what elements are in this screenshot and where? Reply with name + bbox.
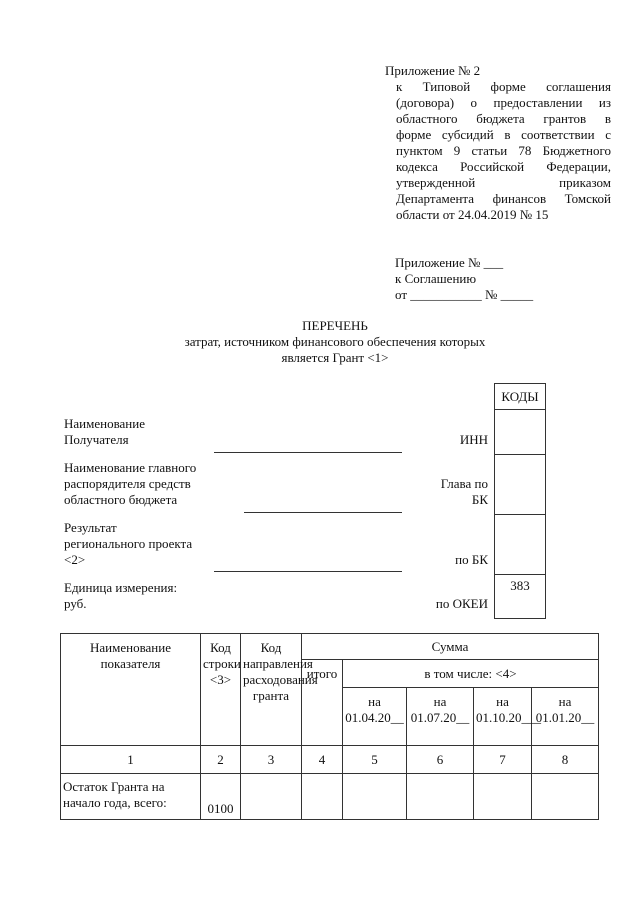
po-bk-label: по БК [455, 552, 488, 567]
gras-label [64, 460, 224, 508]
agreement-appendix [395, 255, 611, 303]
inn-label: ИНН [459, 432, 488, 447]
codes-cell-bk [495, 514, 545, 575]
expenses-table [60, 633, 599, 820]
unit-label-line: Единица измерения: [64, 580, 178, 595]
recipient-label-line: Получателя [64, 432, 129, 447]
appendix-line: форме субсидий в соответствии с [396, 127, 611, 142]
row-cell [241, 774, 302, 820]
appendix-line: Департамента финансов Томской [396, 191, 611, 206]
table-row [61, 774, 599, 820]
glava-label [420, 476, 488, 508]
agreement-appendix-ref: к Соглашению [395, 271, 477, 286]
appendix-title: Приложение № 2 [385, 63, 481, 78]
title-heading: ПЕРЕЧЕНЬ [302, 318, 368, 333]
project-label-line: Результат [64, 520, 117, 535]
column-number: 3 [241, 746, 302, 774]
row-name: Остаток Гранта на начало года, всего: [61, 774, 201, 820]
header-name: Наименование показателя [61, 634, 201, 746]
gras-label-line: распорядителя средств [64, 476, 191, 491]
column-number: 8 [532, 746, 599, 774]
header-date-q1: на 01.04.20__ [343, 688, 407, 746]
header-code: Код строки <3> [201, 634, 241, 746]
appendix-line: пунктом 9 статьи 78 Бюджетного [396, 143, 611, 158]
header-date-q3: на 01.10.20___ [474, 688, 532, 746]
header-date-q4: на 01.01.20__ [532, 688, 599, 746]
row-cell [532, 774, 599, 820]
codes-box [494, 383, 546, 619]
unit-label [64, 580, 224, 612]
codes-okei-value: 383 [510, 578, 530, 593]
codes-cell-inn [495, 409, 545, 455]
agreement-appendix-number: Приложение № ___ [395, 255, 504, 270]
unit-label-line: руб. [64, 596, 87, 611]
column-number: 5 [343, 746, 407, 774]
glava-label-line: БК [471, 492, 488, 507]
document-title [120, 318, 550, 366]
column-number: 6 [407, 746, 474, 774]
project-label-line: регионального проекта [64, 536, 193, 551]
recipient-label-line: Наименование [64, 416, 145, 431]
project-label [64, 520, 224, 568]
header-direction: Код направления расходования гранта [241, 634, 302, 746]
appendix-line: (договора) о предоставлении из [396, 95, 611, 110]
appendix-line: областного бюджета грантов в [396, 111, 611, 126]
title-subtitle-1: затрат, источником финансового обеспечения которых [184, 334, 486, 349]
row-cell [343, 774, 407, 820]
appendix-body [385, 79, 611, 223]
gras-field-line [244, 512, 402, 513]
column-number: 4 [302, 746, 343, 774]
codes-header: КОДЫ [495, 384, 545, 410]
agreement-appendix-date: от ___________ № _____ [395, 287, 534, 302]
appendix-line: области от 24.04.2019 № 15 [396, 207, 549, 222]
codes-cell-glava [495, 454, 545, 515]
gras-label-line: Наименование главного [64, 460, 197, 475]
project-label-line: <2> [64, 552, 86, 567]
header-total: итого [302, 660, 343, 746]
column-number: 7 [474, 746, 532, 774]
row-code: 0100 [201, 774, 241, 820]
column-number: 1 [61, 746, 201, 774]
header-including: в том числе: <4> [343, 660, 599, 688]
header-sum: Сумма [302, 634, 599, 660]
recipient-field-line [214, 452, 402, 453]
po-okei-label: по ОКЕИ [435, 596, 488, 611]
row-cell [302, 774, 343, 820]
gras-label-line: областного бюджета [64, 492, 178, 507]
appendix-line: кодекса Российской Федерации, [396, 159, 611, 174]
row-cell [474, 774, 532, 820]
header-date-q2: на 01.07.20__ [407, 688, 474, 746]
project-field-line [214, 571, 402, 572]
column-number: 2 [201, 746, 241, 774]
appendix-line: к Типовой форме соглашения [396, 79, 611, 94]
title-subtitle-2: является Грант <1> [281, 350, 389, 365]
glava-label-line: Глава по [440, 476, 488, 491]
column-numbers-row [61, 746, 599, 774]
row-cell [407, 774, 474, 820]
recipient-label [64, 416, 224, 448]
appendix-header [385, 63, 611, 223]
appendix-line: утвержденной приказом [396, 175, 611, 190]
